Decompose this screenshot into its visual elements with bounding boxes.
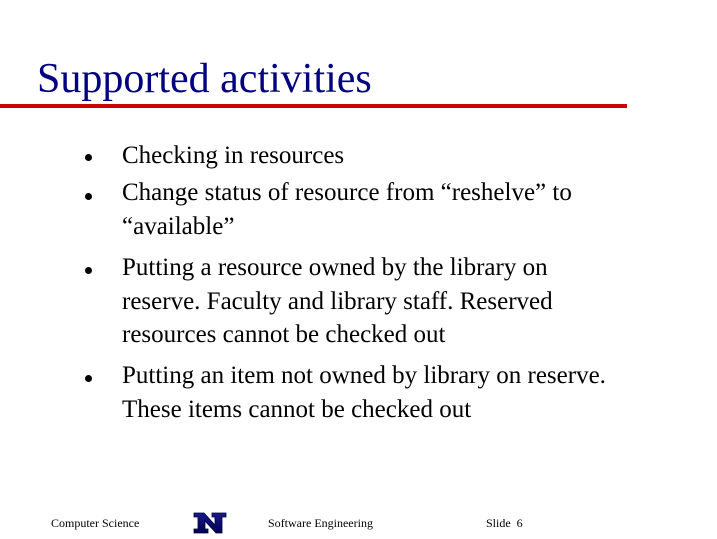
bullet-line: resources cannot be checked out	[122, 321, 446, 348]
footer-course: Software Engineering	[268, 516, 373, 530]
bullet-line: Change status of resource from “reshelve” to	[122, 179, 572, 206]
bullet-dot-icon	[85, 154, 92, 161]
title-underline	[0, 104, 627, 108]
slide-title: Supported activities	[37, 56, 372, 102]
footer-slide-number: Slide 6	[486, 516, 523, 530]
bullet-line: These items cannot be checked out	[122, 395, 472, 423]
slide-footer	[0, 514, 717, 534]
bullet-line: Checking in resources	[122, 142, 345, 169]
footer-department: Computer Science	[51, 516, 140, 530]
bullet-text	[122, 139, 682, 173]
bullet-line: “available”	[122, 212, 235, 240]
bullet-dot-icon	[85, 375, 92, 382]
bullet-dot-icon	[85, 193, 92, 200]
nebraska-n-logo-icon	[193, 512, 227, 534]
bullet-line: reserve. Faculty and library staff. Reserved	[122, 287, 553, 315]
bullet-dot-icon	[85, 267, 92, 274]
bullet-text	[122, 176, 682, 243]
bullet-text	[122, 359, 682, 426]
bullet-line: Putting a resource owned by the library on	[122, 254, 548, 281]
bullet-text	[122, 251, 682, 352]
bullet-line: Putting an item not owned by library on reserve.	[122, 362, 606, 389]
